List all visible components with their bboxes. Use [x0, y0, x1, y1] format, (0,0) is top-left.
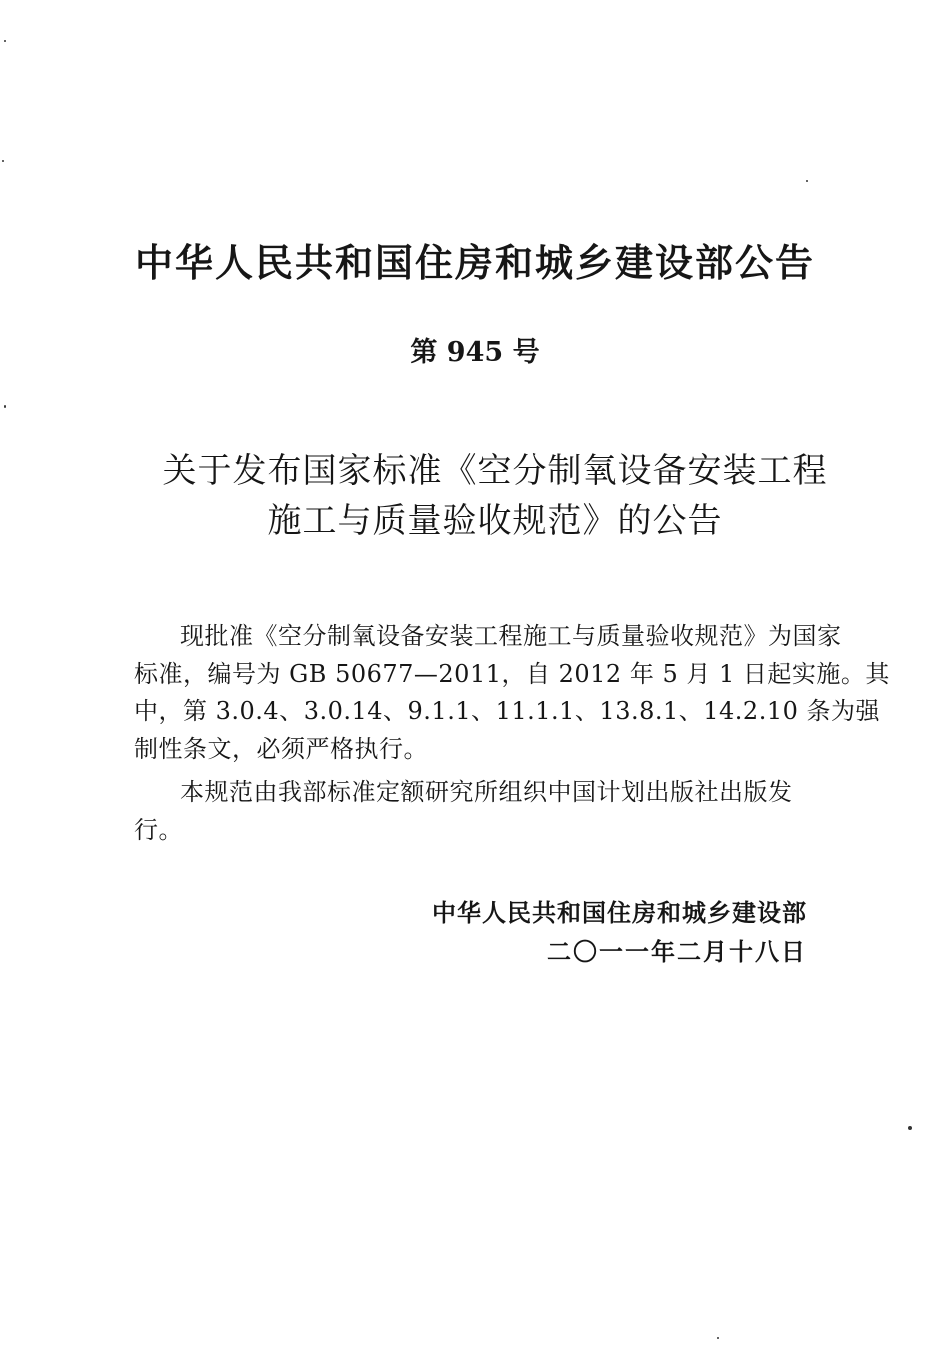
scan-speck: [806, 180, 808, 182]
paragraph-2-line: 本规范由我部标准定额研究所组织中国计划出版社出版发: [180, 778, 793, 806]
paragraph-1-line: 中，第 3.0.4、3.0.14、9.1.1、11.1.1、13.8.1、14.2.10 条为强: [134, 697, 881, 725]
paragraph-1-line: 标准，编号为 GB 50677—2011，自 2012 年 5 月 1 日起实施。其: [134, 660, 890, 688]
scan-speck: [2, 160, 4, 162]
scan-speck: [4, 405, 6, 408]
paragraph-1-line: 制性条文，必须严格执行。: [134, 735, 428, 763]
scan-speck: [908, 1126, 912, 1130]
paragraph-2-line: 行。: [134, 816, 183, 844]
scan-speck: [4, 40, 6, 42]
paragraph-1-line: 现批准《空分制氧设备安装工程施工与质量验收规范》为国家: [180, 622, 842, 650]
announcement-subtitle-line-1: 关于发布国家标准《空分制氧设备安装工程: [162, 451, 828, 491]
announcement-subtitle-line-2: 施工与质量验收规范》的公告: [267, 501, 723, 541]
signature-organization: 中华人民共和国住房和城乡建设部: [432, 899, 807, 927]
announcement-title: 中华人民共和国住房和城乡建设部公告: [134, 241, 815, 285]
signature-date: 二〇一一年二月十八日: [547, 938, 807, 966]
announcement-number: 第 945 号: [410, 337, 540, 368]
scan-speck: [717, 1337, 719, 1339]
